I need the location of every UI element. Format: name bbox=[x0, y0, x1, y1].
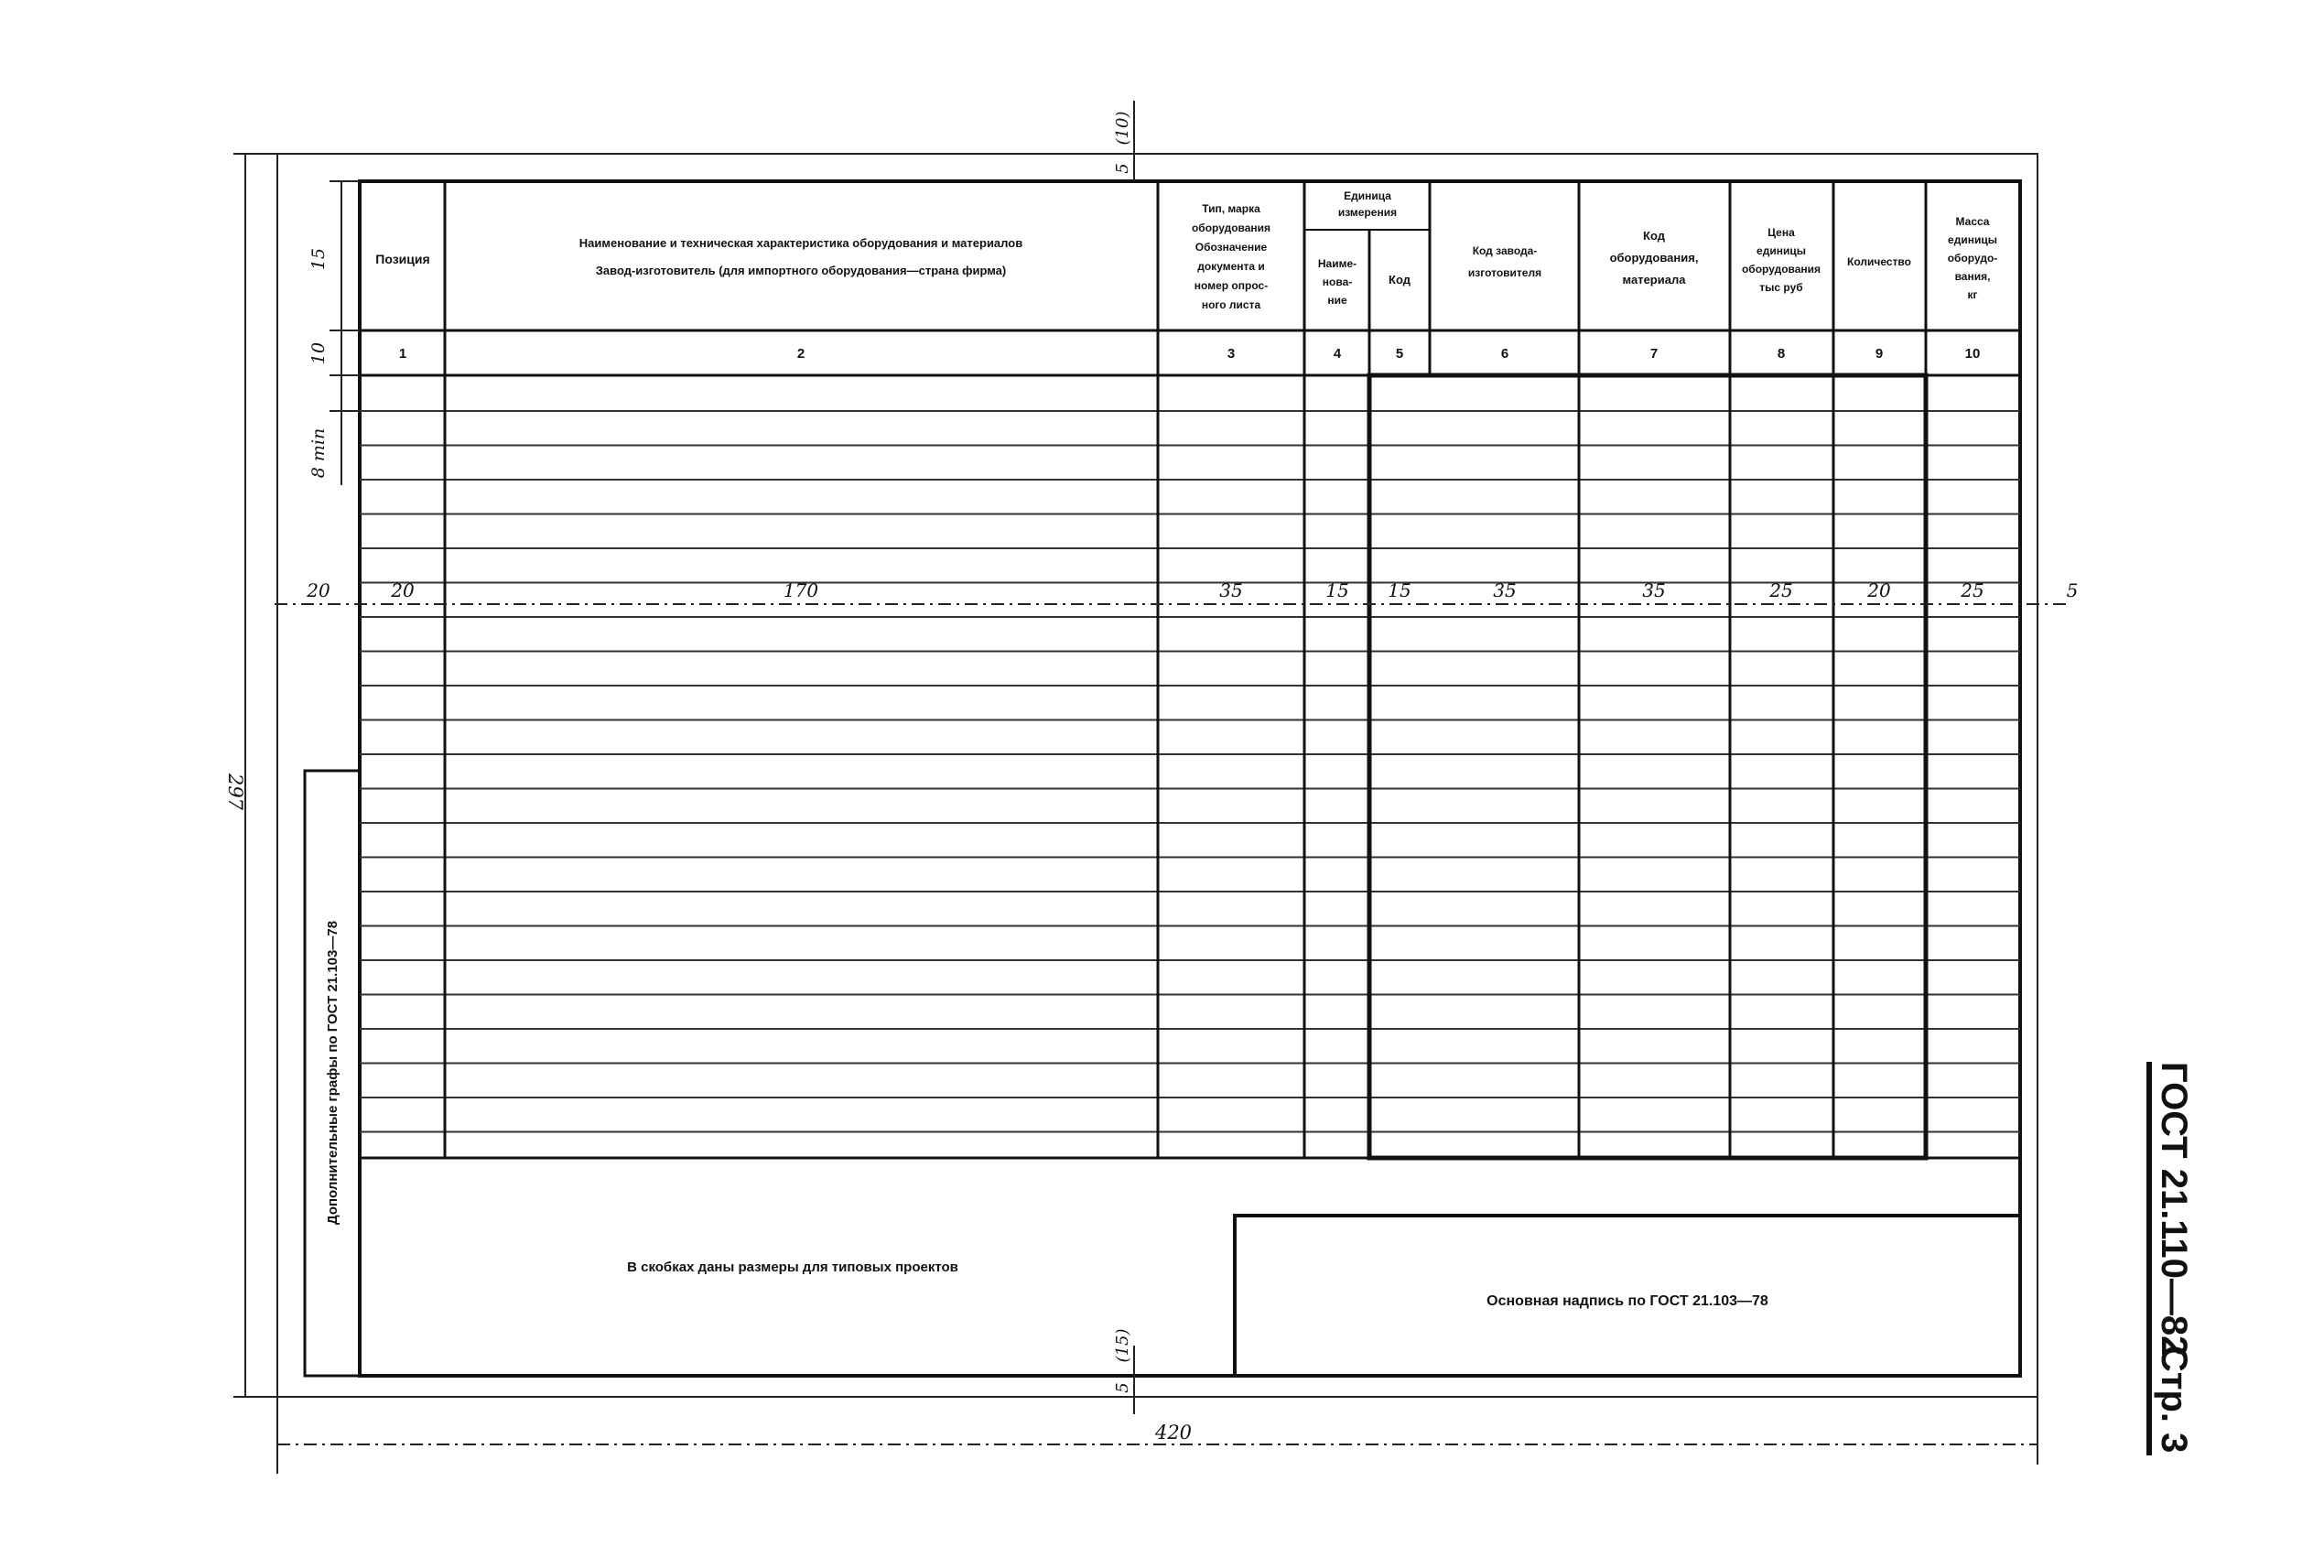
header-col2-line1: Наименование и техническая характеристика оборудования и материалов bbox=[578, 236, 1023, 250]
column-number: 6 bbox=[1500, 346, 1509, 362]
column-number: 9 bbox=[1875, 346, 1884, 362]
h4-line: ние bbox=[1327, 294, 1347, 307]
dim-bottom-typical: (15) bbox=[1113, 1328, 1132, 1363]
brackets-note: В скобках даны размеры для типовых проектов bbox=[627, 1260, 958, 1275]
column-width-dimension: 35 bbox=[1219, 579, 1243, 601]
column-width-dimension: 35 bbox=[1642, 579, 1666, 601]
header-unit-group bbox=[1338, 189, 1397, 219]
h6-line: изготовителя bbox=[1467, 266, 1542, 279]
header-col8 bbox=[1742, 226, 1821, 294]
dim-row-height: 8 min bbox=[308, 427, 329, 479]
column-number: 5 bbox=[1395, 346, 1404, 362]
hug-line: измерения bbox=[1337, 206, 1398, 219]
column-number: 7 bbox=[1649, 346, 1659, 362]
dim-top-typical: (10) bbox=[1113, 111, 1132, 146]
h10-line: единицы bbox=[1948, 233, 1997, 246]
dim-number-row-height: 10 bbox=[308, 341, 329, 365]
left-dimension-lines bbox=[233, 101, 2038, 1474]
header-col3 bbox=[1192, 202, 1270, 311]
title-block-label: Основная надпись по ГОСТ 21.103—78 bbox=[1486, 1293, 1768, 1309]
h3-line: ного листа bbox=[1201, 298, 1261, 311]
h3-line: номер опрос- bbox=[1194, 279, 1269, 292]
column-width-dimension: 170 bbox=[783, 579, 819, 601]
h4-line: Наиме- bbox=[1317, 257, 1357, 270]
table-column-lines bbox=[445, 181, 1926, 1158]
h4-line: нова- bbox=[1322, 276, 1353, 288]
side-title-page: Стр. 3 bbox=[2154, 1346, 2194, 1454]
dim-total-height: 297 bbox=[224, 773, 246, 811]
column-width-dimension: 20 bbox=[391, 579, 415, 601]
column-number-row bbox=[399, 346, 1981, 362]
dim-header-height: 15 bbox=[308, 247, 329, 271]
h7-line: Код bbox=[1643, 229, 1665, 243]
header-col10 bbox=[1948, 215, 1998, 301]
column-width-dimension: 15 bbox=[1388, 579, 1411, 601]
table-header bbox=[375, 189, 1997, 311]
dim-total-width: 420 bbox=[1154, 1422, 1193, 1444]
dim-top: 5 bbox=[1113, 163, 1132, 174]
header-col7 bbox=[1610, 229, 1699, 287]
header-col5: Код bbox=[1389, 273, 1411, 287]
hug-line: Единица bbox=[1344, 189, 1391, 202]
h10-line: вания, bbox=[1954, 270, 1991, 283]
header-col9: Количество bbox=[1847, 255, 1911, 268]
column-number: 2 bbox=[796, 346, 805, 362]
column-width-dimension: 35 bbox=[1493, 579, 1517, 601]
column-number: 4 bbox=[1333, 346, 1342, 362]
h3-line: Тип, марка bbox=[1202, 202, 1260, 215]
h8-line: Цена bbox=[1767, 226, 1795, 239]
dim-bottom: 5 bbox=[1113, 1382, 1132, 1393]
column-number: 3 bbox=[1227, 346, 1236, 362]
h3-line: документа и bbox=[1197, 260, 1265, 273]
header-col6 bbox=[1468, 244, 1541, 279]
table-row-lines bbox=[360, 411, 2020, 1132]
h10-line: кг bbox=[1967, 288, 1978, 301]
h8-line: оборудования bbox=[1741, 263, 1821, 276]
column-width-dimension: 20 bbox=[1867, 579, 1891, 601]
header-col2-line2: Завод-изготовитель (для импортного оборудования—страна фирма) bbox=[595, 264, 1007, 277]
h8-line: тыс руб bbox=[1759, 281, 1803, 294]
h7-line: оборудования, bbox=[1609, 251, 1699, 265]
dim-left-margin: 20 bbox=[307, 579, 330, 601]
h10-line: оборудо- bbox=[1947, 252, 1998, 265]
header-col4 bbox=[1318, 257, 1357, 307]
column-number: 8 bbox=[1777, 346, 1786, 362]
h7-line: материала bbox=[1622, 273, 1686, 287]
header-col1: Позиция bbox=[375, 252, 430, 266]
drawing-frame bbox=[360, 181, 2020, 1376]
column-number: 1 bbox=[398, 346, 407, 362]
h10-line: Масса bbox=[1955, 215, 1990, 228]
column-width-dimension: 15 bbox=[1325, 579, 1349, 601]
side-title-gost: ГОСТ 21.110—82 bbox=[2154, 1062, 2194, 1357]
h6-line: Код завода- bbox=[1472, 244, 1538, 257]
dim-right-margin: 5 bbox=[2066, 579, 2079, 601]
column-width-dimension: 25 bbox=[1769, 579, 1793, 601]
additional-columns-label: Дополнительные графы по ГОСТ 21.103—78 bbox=[325, 920, 340, 1226]
h8-line: единицы bbox=[1757, 244, 1806, 257]
h3-line: оборудования bbox=[1191, 222, 1271, 234]
column-number: 10 bbox=[1964, 346, 1981, 362]
column-width-dimension: 25 bbox=[1961, 579, 1984, 601]
highlight-block bbox=[1369, 375, 1926, 1158]
h3-line: Обозначение bbox=[1194, 241, 1268, 254]
